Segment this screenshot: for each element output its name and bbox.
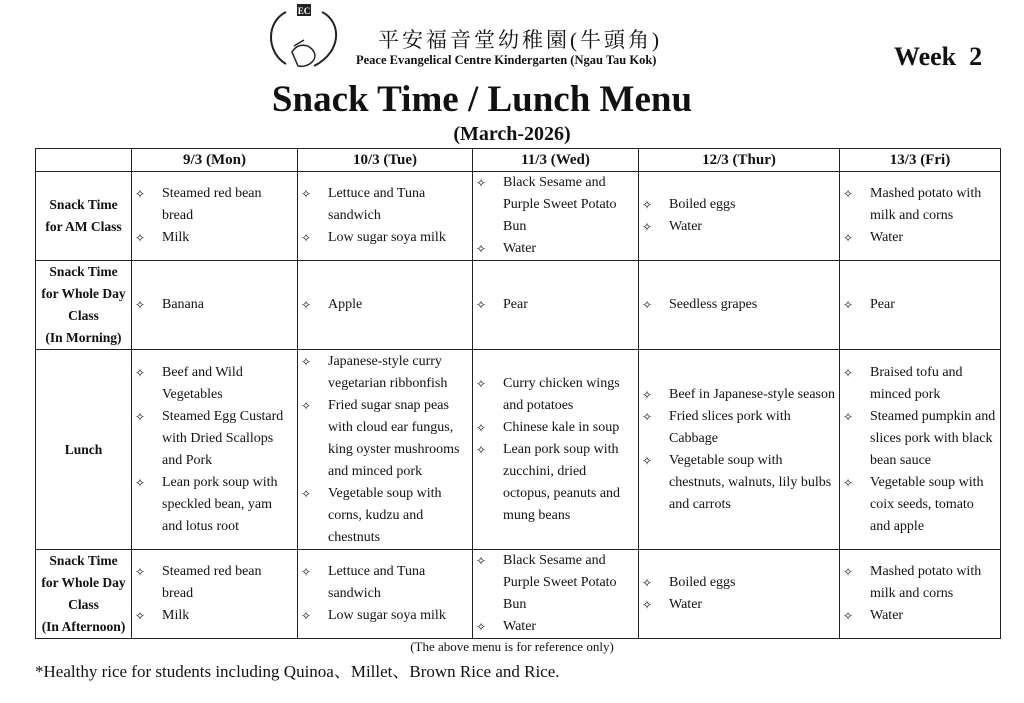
menu-item	[298, 294, 472, 316]
menu-row	[36, 261, 1001, 350]
bullet-star-icon: ✧	[476, 176, 487, 190]
bullet-star-icon: ✧	[843, 609, 854, 623]
menu-item-text: Seedless grapes	[669, 297, 758, 312]
row-label-line: Class	[68, 597, 99, 612]
menu-item	[639, 216, 839, 238]
bullet-star-icon: ✧	[843, 231, 854, 245]
menu-item-text: Fried slices pork with Cabbage	[669, 408, 791, 446]
bullet-star-icon: ✧	[135, 409, 146, 424]
bullet-star-icon: ✧	[476, 420, 487, 435]
menu-cell	[132, 550, 298, 639]
menu-item-text: Milk	[162, 230, 190, 245]
bullet-star-icon: ✧	[843, 365, 854, 380]
bullet-star-icon: ✧	[135, 187, 146, 201]
bullet-star-icon: ✧	[135, 365, 146, 380]
bullet-star-icon: ✧	[301, 231, 312, 245]
bullet-star-icon: ✧	[301, 354, 312, 369]
menu-item	[132, 605, 297, 627]
bullet-star-icon: ✧	[843, 409, 854, 424]
menu-item	[639, 194, 839, 216]
menu-item	[298, 605, 472, 627]
menu-item	[132, 294, 297, 316]
menu-item-text: Chinese kale in soup	[503, 419, 620, 435]
menu-item-text: Steamed red bean bread	[162, 564, 262, 601]
row-label-line: Class	[68, 308, 99, 323]
row-label-line: (In Afternoon)	[41, 619, 126, 634]
menu-item-text: Curry chicken wings and potatoes	[503, 375, 620, 413]
menu-item-text: Japanese-style curry vegetarian ribbonfish	[328, 353, 448, 391]
menu-item	[840, 183, 1000, 227]
menu-item-text: Fried sugar snap peas with cloud ear fungus, king oyster mushrooms and minced pork	[328, 397, 460, 479]
bullet-star-icon: ✧	[642, 198, 653, 212]
menu-item-text: Apple	[328, 297, 363, 312]
menu-row	[36, 172, 1001, 261]
menu-item	[298, 183, 472, 227]
menu-item	[840, 294, 1000, 316]
menu-item	[840, 406, 1000, 472]
menu-cell	[132, 172, 298, 261]
menu-item-text: Low sugar soya milk	[328, 608, 446, 623]
week-label: Week 2	[894, 42, 983, 71]
menu-cell	[473, 261, 639, 350]
menu-item	[840, 227, 1000, 249]
menu-item	[132, 227, 297, 249]
menu-item	[639, 384, 839, 406]
row-label-line: for AM Class	[45, 219, 122, 234]
menu-cell	[840, 261, 1001, 350]
menu-item	[132, 362, 297, 406]
row-label	[36, 172, 132, 261]
menu-cell	[298, 172, 473, 261]
bullet-star-icon: ✧	[135, 565, 146, 579]
menu-item	[840, 605, 1000, 627]
menu-item	[639, 406, 839, 450]
school-name-chinese: 平安福音堂幼稚園(牛頭角)	[378, 28, 662, 52]
bullet-star-icon: ✧	[642, 220, 653, 234]
menu-cell	[298, 261, 473, 350]
bullet-star-icon: ✧	[642, 576, 653, 590]
menu-item	[132, 183, 297, 227]
menu-item-text: Lean pork soup with zucchini, dried octopus, peanuts and mung beans	[503, 441, 621, 523]
menu-item	[298, 483, 472, 549]
menu-item	[639, 450, 839, 516]
menu-item-text: Water	[503, 241, 537, 256]
menu-item	[639, 594, 839, 616]
menu-item-text: Water	[870, 608, 904, 623]
bullet-star-icon: ✧	[642, 298, 653, 312]
bullet-star-icon: ✧	[476, 620, 487, 634]
menu-item	[298, 351, 472, 395]
menu-row	[36, 350, 1001, 550]
bullet-star-icon: ✧	[476, 442, 487, 457]
bullet-star-icon: ✧	[843, 298, 854, 312]
page-title: Snack Time / Lunch Menu	[271, 79, 693, 120]
bullet-star-icon: ✧	[843, 187, 854, 201]
menu-table	[35, 148, 1001, 639]
menu-cell	[473, 350, 639, 550]
menu-cell	[473, 172, 639, 261]
bullet-star-icon: ✧	[135, 231, 146, 245]
menu-item-text: Braised tofu and minced pork	[870, 364, 963, 402]
menu-item	[840, 472, 1000, 538]
menu-item-text: Beef and Wild Vegetables	[162, 364, 243, 402]
menu-cell	[132, 350, 298, 550]
row-label-line: for Whole Day	[41, 286, 126, 301]
menu-item-text: Water	[669, 597, 703, 612]
menu-item-text: Pear	[870, 297, 895, 312]
bullet-star-icon: ✧	[642, 598, 653, 612]
bullet-star-icon: ✧	[135, 475, 146, 490]
reference-note: (The above menu is for reference only)	[410, 639, 614, 654]
menu-item	[840, 561, 1000, 605]
row-label-line: Snack Time	[49, 264, 118, 279]
bullet-star-icon: ✧	[843, 475, 854, 490]
menu-item-text: Black Sesame and Purple Sweet Potato Bun	[503, 553, 617, 612]
menu-cell	[840, 550, 1001, 639]
menu-cell	[639, 172, 840, 261]
menu-item-text: Banana	[162, 297, 204, 312]
menu-item-text: Black Sesame and Purple Sweet Potato Bun	[503, 175, 617, 234]
day-header: 10/3 (Tue)	[298, 149, 473, 172]
school-name-english: Peace Evangelical Centre Kindergarten (Ngau Tau Kok)	[356, 53, 657, 67]
corner-cell	[36, 149, 132, 172]
row-label	[36, 550, 132, 639]
menu-item-text: Lettuce and Tuna sandwich	[328, 186, 426, 223]
menu-item-text: Mashed potato with milk and corns	[870, 186, 982, 223]
bullet-star-icon: ✧	[301, 565, 312, 579]
menu-cell	[840, 350, 1001, 550]
menu-item	[298, 561, 472, 605]
menu-cell	[840, 172, 1001, 261]
menu-cell	[639, 261, 840, 350]
menu-item	[132, 561, 297, 605]
menu-item-text: Water	[503, 619, 537, 634]
bullet-star-icon: ✧	[476, 298, 487, 312]
menu-cell	[639, 350, 840, 550]
menu-item	[473, 373, 638, 417]
menu-cell	[473, 550, 639, 639]
bullet-star-icon: ✧	[301, 398, 312, 413]
bullet-star-icon: ✧	[843, 565, 854, 579]
menu-item-text: Mashed potato with milk and corns	[870, 564, 982, 601]
menu-item-text: Pear	[503, 297, 528, 312]
row-label-line: Snack Time	[49, 197, 118, 212]
bullet-star-icon: ✧	[642, 409, 653, 424]
bullet-star-icon: ✧	[476, 554, 487, 568]
menu-item	[639, 294, 839, 316]
menu-item-text: Lean pork soup with speckled bean, yam and lotus root	[162, 474, 278, 534]
menu-cell	[132, 261, 298, 350]
menu-item	[298, 395, 472, 483]
menu-item	[473, 172, 638, 238]
menu-item	[132, 406, 297, 472]
menu-item	[473, 238, 638, 260]
day-header: 11/3 (Wed)	[473, 149, 639, 172]
row-label-line: for Whole Day	[41, 575, 126, 590]
menu-item	[298, 227, 472, 249]
menu-item	[840, 362, 1000, 406]
bullet-star-icon: ✧	[301, 298, 312, 312]
bullet-star-icon: ✧	[476, 242, 487, 256]
menu-item-text: Lettuce and Tuna sandwich	[328, 564, 426, 601]
menu-item	[473, 294, 638, 316]
menu-row	[36, 550, 1001, 639]
menu-item-text: Water	[669, 219, 703, 234]
menu-item-text: Vegetable soup with coix seeds, tomato and apple	[870, 474, 984, 534]
menu-item-text: Steamed Egg Custard with Dried Scallops and Pork	[162, 408, 284, 468]
menu-cell	[298, 550, 473, 639]
bullet-star-icon: ✧	[301, 486, 312, 501]
day-header: 9/3 (Mon)	[132, 149, 298, 172]
row-label-line: (In Morning)	[45, 330, 122, 345]
menu-item-text: Steamed pumpkin and slices pork with black bean sauce	[870, 408, 996, 468]
menu-item	[132, 472, 297, 538]
menu-item	[473, 417, 638, 439]
bullet-star-icon: ✧	[301, 609, 312, 623]
school-logo-icon	[264, 2, 344, 76]
menu-item-text: Beef in Japanese-style season	[669, 386, 835, 402]
row-label-line: Lunch	[64, 441, 103, 457]
bullet-star-icon: ✧	[301, 187, 312, 201]
menu-item-text: Water	[870, 230, 904, 245]
row-label	[36, 261, 132, 350]
bullet-star-icon: ✧	[135, 609, 146, 623]
menu-cell	[639, 550, 840, 639]
row-label	[36, 350, 132, 550]
svg-text:EC: EC	[297, 6, 311, 16]
menu-item-text: Vegetable soup with chestnuts, walnuts, lily bulbs and carrots	[669, 452, 832, 512]
menu-item	[473, 616, 638, 638]
menu-cell	[298, 350, 473, 550]
menu-item-text: Boiled eggs	[669, 197, 736, 212]
row-label-line: Snack Time	[49, 553, 118, 568]
menu-item-text: Vegetable soup with corns, kudzu and chestnuts	[328, 485, 442, 545]
menu-item-text: Milk	[162, 608, 190, 623]
bullet-star-icon: ✧	[642, 453, 653, 468]
day-header: 12/3 (Thur)	[639, 149, 840, 172]
bullet-star-icon: ✧	[135, 298, 146, 312]
bullet-star-icon: ✧	[642, 387, 653, 402]
rice-footnote: *Healthy rice for students including Quinoa、Millet、Brown Rice and Rice.	[35, 662, 560, 681]
menu-item	[639, 572, 839, 594]
menu-item-text: Boiled eggs	[669, 575, 736, 590]
menu-item-text: Low sugar soya milk	[328, 230, 446, 245]
menu-item	[473, 439, 638, 527]
menu-item-text: Steamed red bean bread	[162, 186, 262, 223]
day-header: 13/3 (Fri)	[840, 149, 1001, 172]
month-label: (March-2026)	[453, 123, 571, 145]
bullet-star-icon: ✧	[476, 376, 487, 391]
menu-item	[473, 550, 638, 616]
